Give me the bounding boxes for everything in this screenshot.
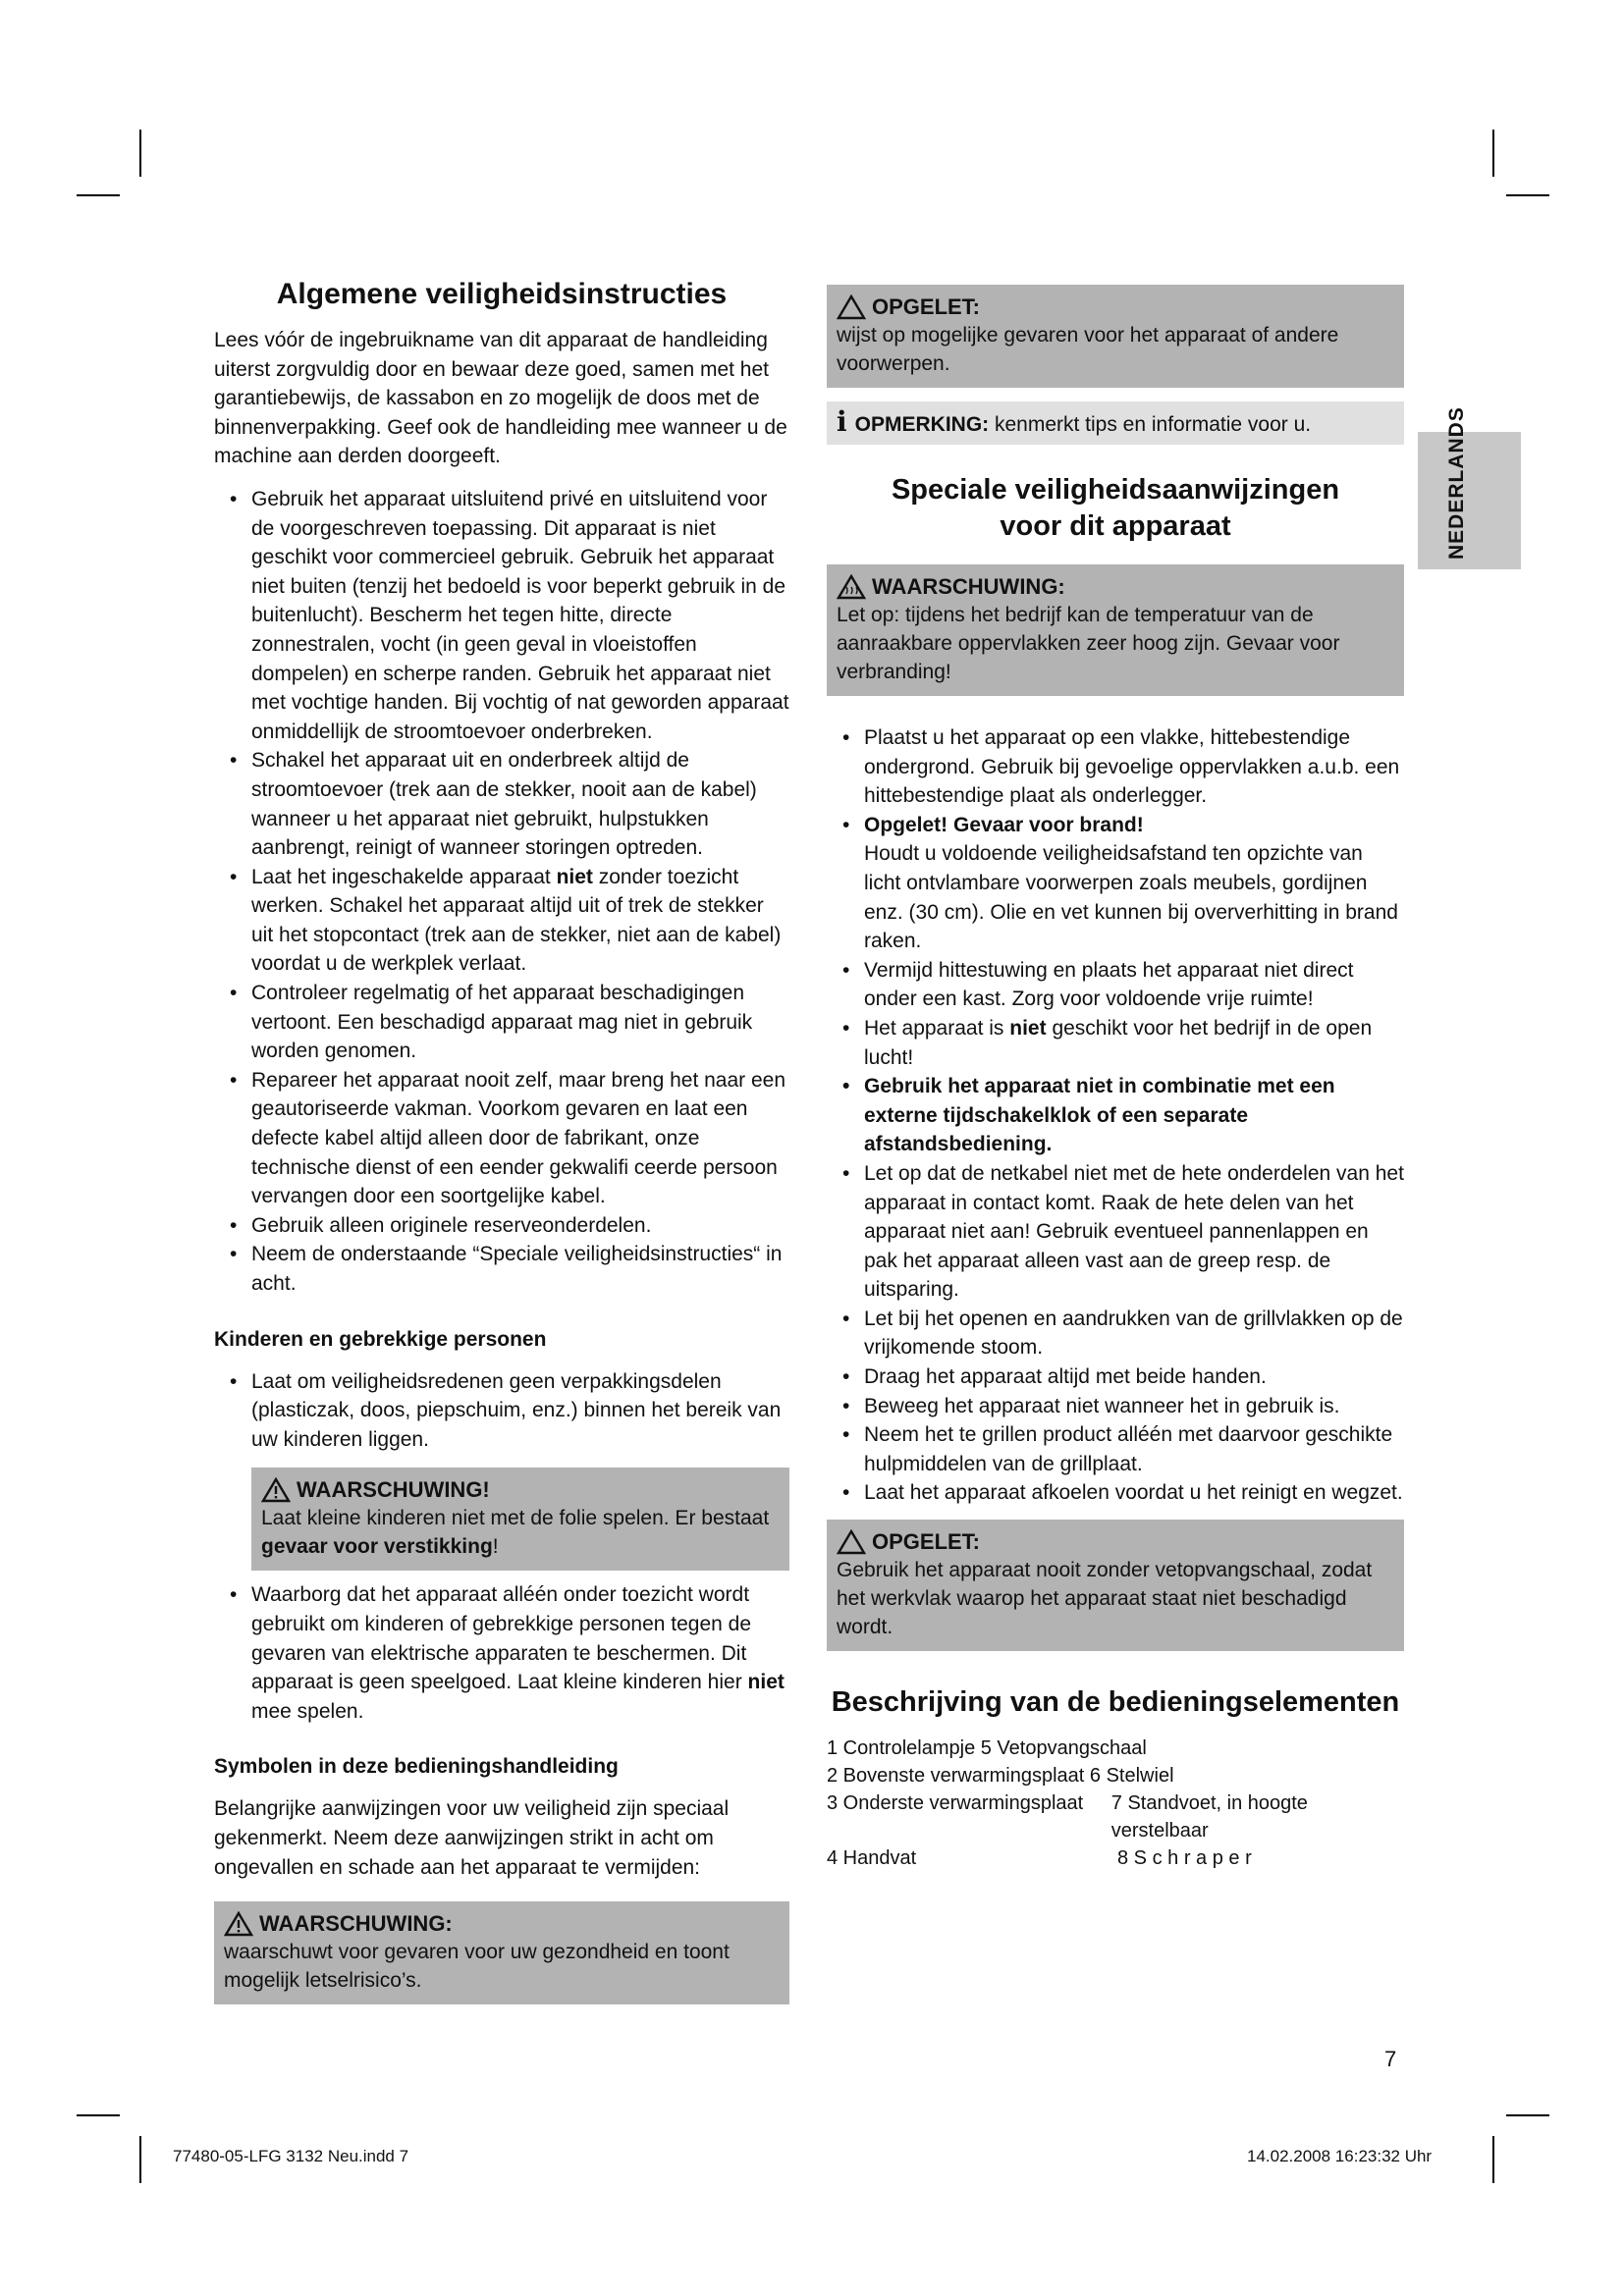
caution-title: OPGELET: (872, 1529, 981, 1555)
list-item: • Het apparaat is niet geschikt voor het bedrijf in de open lucht! (827, 1014, 1404, 1072)
list-item: • Vermijd hittestuwing en plaats het apparaat niet direct onder een kast. Zorg voor voldoende vrije ruimte! (827, 956, 1404, 1014)
list-item: • Opgelet! Gevaar voor brand! Houdt u voldoende veiligheidsafstand ten opzichte van licht ontvlambare voorwerpen zoals meubels, gordijnen enz. (30 cm). Olie en vet kunnen bij oververhitting in brand raken. (827, 811, 1404, 956)
list-item: • Waarborg dat het apparaat alléén onder toezicht wordt gebruikt om kinderen of gebrekkige personen tegen de gevaren van elektrische apparaten te beschermen. Dit apparaat is geen speelgoed. Laat kleine kinderen hier niet mee spelen. (214, 1580, 789, 1726)
footer-timestamp: 14.02.2008 16:23:32 Uhr (1247, 2147, 1433, 2165)
children-list (214, 1367, 789, 1455)
special-safety-list (827, 723, 1404, 1508)
left-column (214, 277, 789, 2004)
list-item: • Plaatst u het apparaat op een vlakke, hittebestendige ondergrond. Gebruik bij gevoelige oppervlakken a.u.b. een hittebestendige plaat als onderlegger. (827, 723, 1404, 811)
parts-row: 4 Handvat 8 S c h r a p e r (827, 1847, 1252, 1870)
warning-box-2: WAARSCHUWING: waarschuwt voor gevaren voor uw gezondheid en toont mogelijk letselrisico’s. (214, 1901, 789, 2004)
page-title: Algemene veiligheidsinstructies (276, 278, 728, 310)
crop-mark (1492, 2136, 1494, 2183)
list-item: • Gebruik het apparaat uitsluitend privé en uitsluitend voor de voorgeschreven toepassing. Dit apparaat is niet geschikt voor commercieel gebruik. Gebruik het apparaat niet buiten (tenzij het bedoeld is voor beperkt gebruik in de buitenlucht). Bescherm het tegen hitte, directe zonnestralen, vocht (in geen geval in vloeistoffen dompelen) en scherpe randen. Gebruik het apparaat niet met vochtige handen. Bij vochtig of nat geworden apparaat onmiddellijk de stroomtoevoer onderbreken. (214, 485, 789, 746)
crop-mark (1506, 2114, 1549, 2116)
page-number: 7 (1384, 2047, 1397, 2071)
general-safety-list (214, 485, 789, 1299)
caution-box-2: OPGELET: Gebruik het apparaat nooit zonder vetopvangschaal, zodat het werkvlak waarop het apparaat staat niet beschadigd wordt. (827, 1520, 1404, 1651)
list-item: • Neem de onderstaande “Speciale veiligheidsinstructies“ in acht. (214, 1240, 789, 1298)
list-item: • Controleer regelmatig of het apparaat beschadigingen vertoont. Een beschadigd apparaat mag niet in gebruik worden genomen. (214, 979, 789, 1066)
crop-mark (77, 194, 120, 196)
list-item: • Gebruik alleen originele reserveonderdelen. (214, 1211, 789, 1241)
list-item: • Neem het te grillen product alléén met daarvoor geschikte hulpmiddelen van de grillplaat. (827, 1420, 1404, 1478)
list-item: • Let op dat de netkabel niet met de hete onderdelen van het apparaat in contact komt. Raak de hete delen van het apparaat niet aan! Gebruik eventueel pannenlappen en pak het apparaat alleen vast aan de greep resp. de uitsparing. (827, 1159, 1404, 1305)
list-item: • Repareer het apparaat nooit zelf, maar breng het naar een geautoriseerde vakman. Voorkom gevaren en laat een defecte kabel altijd alleen door de fabrikant, onze technische dienst of een eender gekwalifi ceerde persoon vervangen door een soortgelijke kabel. (214, 1066, 789, 1211)
warning-title: WAARSCHUWING: (872, 574, 1065, 599)
crop-mark (139, 130, 141, 177)
children-list-2 (214, 1580, 789, 1726)
crop-mark (77, 2114, 120, 2116)
language-tab-label: NEDERLANDS (1445, 406, 1468, 560)
warning-triangle-icon (224, 1911, 253, 1937)
list-item: • Let bij het openen en aandrukken van de grillvlakken op de vrijkomende stoom. (827, 1305, 1404, 1362)
list-item: • Draag het apparaat altijd met beide handen. (827, 1362, 1404, 1392)
crop-mark (1492, 130, 1494, 177)
children-heading: Kinderen en gebrekkige personen (214, 1327, 547, 1351)
controls-description-title: Beschrijving van de bedieningselementen (831, 1686, 1400, 1719)
crop-mark (139, 2136, 141, 2183)
caution-box: OPGELET: wijst op mogelijke gevaren voor het apparaat of andere voorwerpen. (827, 285, 1404, 388)
parts-line: 1 Controlelampje 5 Vetopvangschaal (827, 1737, 1147, 1760)
crop-mark (1506, 194, 1549, 196)
list-item: • Gebruik het apparaat niet in combinatie met een externe tijdschakelklok of een separate afstandsbediening. (827, 1072, 1404, 1159)
caution-triangle-icon (837, 1529, 866, 1555)
parts-list (827, 1735, 1404, 1872)
warning-box-3: WAARSCHUWING: Let op: tijdens het bedrijf kan de temperatuur van de aanraakbare oppervlakken zeer hoog zijn. Gevaar voor verbranding! (827, 564, 1404, 696)
warning-title: WAARSCHUWING! (297, 1477, 490, 1503)
caution-triangle-icon (837, 294, 866, 320)
warning-title: WAARSCHUWING: (259, 1911, 453, 1937)
caution-title: OPGELET: (872, 294, 981, 319)
symbols-paragraph: Belangrijke aanwijzingen voor uw veiligheid zijn speciaal gekenmerkt. Neem deze aanwijzingen strikt in acht om ongevallen en schade aan het apparaat te vermijden: (214, 1797, 730, 1879)
symbols-heading: Symbolen in deze bedieningshandleiding (214, 1755, 619, 1779)
list-item: • Laat het apparaat afkoelen voordat u het reinigt en wegzet. (827, 1478, 1404, 1508)
warning-box: WAARSCHUWING! Laat kleine kinderen niet met de folie spelen. Er bestaat gevaar voor verstikking! (251, 1468, 789, 1571)
parts-line: 2 Bovenste verwarmingsplaat 6 Stelwiel (827, 1765, 1174, 1788)
parts-row: 3 Onderste verwarmingsplaat 7 Standvoet, in hoogte verstelbaar (827, 1792, 1308, 1842)
intro-paragraph: Lees vóór de ingebruikname van dit apparaat de handleiding uiterst zorgvuldig door en bewaar deze goed, samen met het garantiebewijs, de kassabon en zo mogelijk de doos met de binnenverpakking. Geef ook de handleiding mee wanneer u de machine aan derden doorgeeft. (214, 329, 787, 468)
note-box: i OPMERKING: kenmerkt tips en informatie voor u. (827, 401, 1404, 445)
list-item: • Laat om veiligheidsredenen geen verpakkingsdelen (plasticzak, doos, piepschuim, enz.) binnen het bereik van uw kinderen liggen. (214, 1367, 789, 1455)
footer-file-info: 77480-05-LFG 3132 Neu.indd 7 (173, 2147, 409, 2165)
special-instructions-title: Speciale veiligheidsaanwijzingen voor dit apparaat (891, 474, 1340, 542)
right-column (827, 285, 1404, 1872)
info-icon: i (837, 405, 847, 438)
list-item: • Laat het ingeschakelde apparaat niet zonder toezicht werken. Schakel het apparaat altijd uit of trek de stekker uit het stopcontact (trek aan de stekker, niet aan de kabel) voordat u de werkplek verlaat. (214, 863, 789, 979)
warning-triangle-icon (261, 1477, 291, 1503)
list-item: • Schakel het apparaat uit en onderbreek altijd de stroomtoevoer (trek aan de stekker, nooit aan de kabel) wanneer u het apparaat niet gebruikt, hulpstukken aanbrengt, reinigt of wanneer storingen optreden. (214, 746, 789, 862)
language-tab (1418, 406, 1521, 569)
hot-surface-warning-icon (837, 574, 866, 600)
list-item: • Beweeg het apparaat niet wanneer het in gebruik is. (827, 1392, 1404, 1421)
